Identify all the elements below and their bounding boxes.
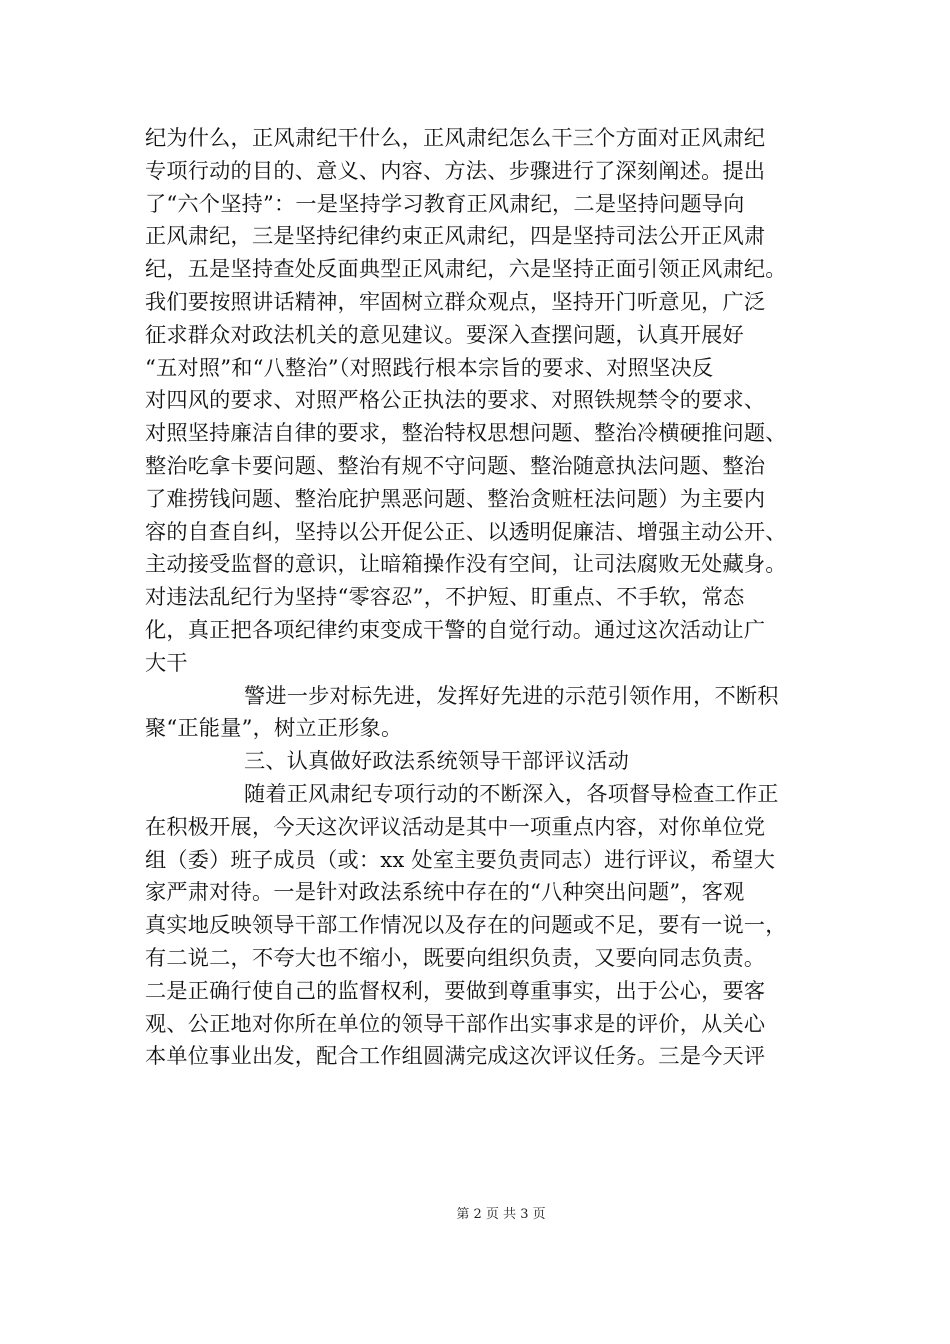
- text-line: 对违法乱纪行为坚持“零容忍”，不护短、盯重点、不手软，常态: [145, 584, 745, 610]
- text-line: 我们要按照讲话精神，牢固树立群众观点，坚持开门听意见，广泛: [145, 288, 766, 314]
- text-line: 主动接受监督的意识，让暗箱操作没有空间，让司法腐败无处藏身。: [145, 551, 787, 577]
- text-line: 纪，五是坚持查处反面典型正风肃纪，六是坚持正面引领正风肃纪。: [145, 256, 787, 282]
- text-line: 观、公正地对你所在单位的领导干部作出实事求是的评价，从关心: [145, 1010, 766, 1036]
- paragraph-line: 警进一步对标先进，发挥好先进的示范引领作用，不断积: [244, 682, 779, 708]
- text-line: 家严肃对待。一是针对政法系统中存在的“八种突出问题”，客观: [145, 879, 745, 905]
- text-line: 化，真正把各项纪律约束变成干警的自觉行动。通过这次活动让广: [145, 616, 766, 642]
- section-heading: 三、认真做好政法系统领导干部评议活动: [244, 748, 629, 774]
- text-line: 对四风的要求、对照严格公正执法的要求、对照铁规禁令的要求、: [145, 387, 766, 413]
- text-line: 在积极开展，今天这次评议活动是其中一项重点内容，对你单位党: [145, 813, 766, 839]
- text-line: 专项行动的目的、意义、内容、方法、步骤进行了深刻阐述。提出: [145, 157, 766, 183]
- text-line: “五对照”和“八整治”（对照践行根本宗旨的要求、对照坚决反: [145, 354, 714, 380]
- text-line: 了“六个坚持”：一是坚持学习教育正风肃纪，二是坚持问题导向: [145, 190, 745, 216]
- text-line: 了难捞钱问题、整治庇护黑恶问题、整治贪赃枉法问题）为主要内: [145, 485, 766, 511]
- text-line: 聚“正能量”，树立正形象。: [145, 715, 403, 741]
- text-line: 组（委）班子成员（或：xx 处室主要负责同志）进行评议，希望大: [145, 846, 776, 872]
- document-body: [145, 122, 835, 1073]
- text-line: 有二说二，不夸大也不缩小，既要向组织负责，又要向同志负责。: [145, 944, 766, 970]
- text-line: 征求群众对政法机关的意见建议。要深入查摆问题，认真开展好: [145, 321, 744, 347]
- text-line: 对照坚持廉洁自律的要求，整治特权思想问题、整治冷横硬推问题、: [145, 420, 787, 446]
- text-line: 整治吃拿卡要问题、整治有规不守问题、整治随意执法问题、整治: [145, 452, 766, 478]
- text-line: 二是正确行使自己的监督权利，要做到尊重事实，出于公心，要客: [145, 977, 766, 1003]
- text-line: 纪为什么，正风肃纪干什么，正风肃纪怎么干三个方面对正风肃纪: [145, 125, 766, 150]
- text-line: 正风肃纪，三是坚持纪律约束正风肃纪，四是坚持司法公开正风肃: [145, 223, 766, 249]
- paragraph-line: 随着正风肃纪专项行动的不断深入，各项督导检查工作正: [244, 780, 779, 806]
- text-line: 容的自查自纠，坚持以公开促公正、以透明促廉洁、增强主动公开、: [145, 518, 787, 544]
- text-line: 真实地反映领导干部工作情况以及存在的问题或不足，要有一说一，: [145, 912, 787, 938]
- text-line: 大干: [145, 649, 188, 675]
- page-number-footer: 第 2 页 共 3 页: [456, 1207, 546, 1222]
- text-line: 本单位事业出发，配合工作组圆满完成这次评议任务。三是今天评: [145, 1043, 766, 1069]
